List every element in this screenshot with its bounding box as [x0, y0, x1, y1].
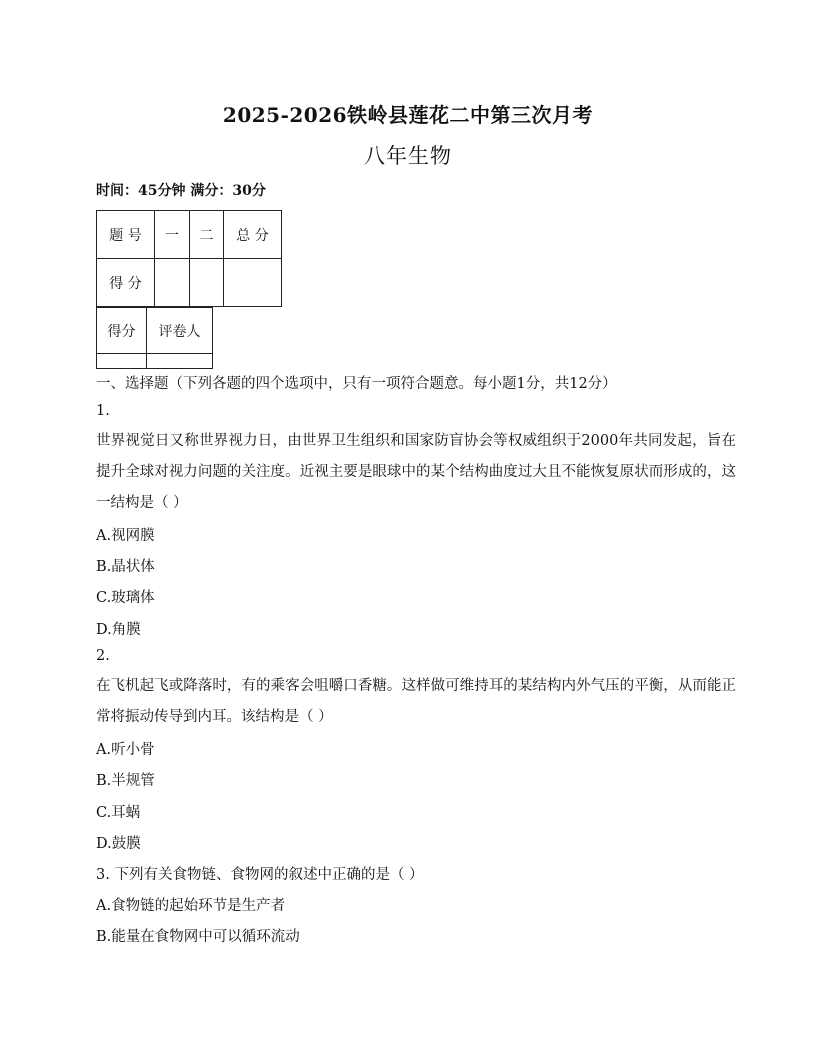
grader-table-value-row	[97, 354, 213, 369]
score-input-cell[interactable]	[190, 259, 224, 307]
grader-input-cell[interactable]	[97, 354, 147, 369]
section-heading: 一、选择题（下列各题的四个选项中，只有一项符合题意。每小题1分，共12分）	[96, 376, 617, 392]
score-table-header-row	[97, 211, 282, 259]
option-b: B.晶状体	[96, 559, 155, 575]
option-b: B.能量在食物网中可以循环流动	[96, 929, 300, 945]
option-a: A.听小骨	[96, 742, 155, 758]
score-header-cell: 一	[155, 211, 190, 259]
option-d: D.鼓膜	[96, 836, 141, 852]
option-d: D.角膜	[96, 622, 141, 638]
exam-title: 2025-2026铁岭县莲花二中第三次月考	[222, 103, 594, 127]
score-header-cell: 题 号	[97, 211, 155, 259]
question-text: 在飞机起飞或降落时，有的乘客会咀嚼口香糖。这样做可维持耳的某结构内外气压的平衡，从而能正常将振动传导到内耳。该结构是（ ）	[96, 678, 736, 725]
option-a: A.食物链的起始环节是生产者	[96, 898, 286, 914]
question-text: 世界视觉日又称世界视力日，由世界卫生组织和国家防盲协会等权威组织于2000年共同发起，旨在提升全球对视力问题的关注度。近视主要是眼球中的某个结构曲度过大且不能恢复原状而形成的，这一结构是（ ）	[96, 433, 736, 511]
score-header-cell: 二	[190, 211, 224, 259]
option-c: C.玻璃体	[96, 590, 155, 606]
option-a: A.视网膜	[96, 528, 155, 544]
grader-input-cell[interactable]	[147, 354, 213, 369]
score-input-cell[interactable]	[155, 259, 190, 307]
grader-header-cell: 评卷人	[147, 308, 213, 354]
score-table-value-row	[97, 259, 282, 307]
question-number: 2.	[96, 648, 110, 664]
question-text: 3. 下列有关食物链、食物网的叙述中正确的是（ ）	[96, 867, 424, 883]
option-b: B.半规管	[96, 773, 155, 789]
score-row-label: 得 分	[97, 259, 155, 307]
score-header-cell: 总 分	[224, 211, 282, 259]
grader-table	[96, 307, 213, 369]
option-c: C.耳蜗	[96, 805, 141, 821]
grader-table-header-row	[97, 308, 213, 354]
score-table	[96, 210, 282, 307]
score-input-cell[interactable]	[224, 259, 282, 307]
question-number: 1.	[96, 403, 110, 419]
exam-subject: 八年生物	[364, 144, 452, 168]
exam-meta: 时间：45分钟 满分：30分	[96, 183, 266, 199]
grader-header-cell: 得分	[97, 308, 147, 354]
